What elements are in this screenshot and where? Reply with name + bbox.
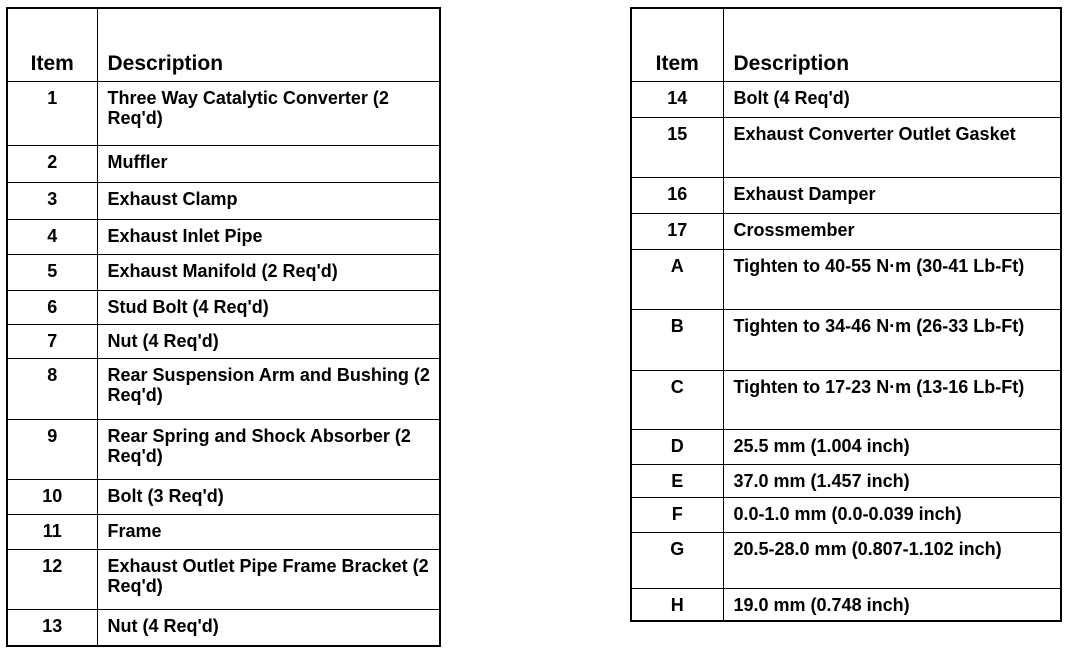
item-number: 6 (7, 290, 97, 324)
item-description: Exhaust Inlet Pipe (97, 219, 440, 254)
item-number: G (631, 532, 723, 588)
item-description: Rear Suspension Arm and Bushing (2 Req'd) (97, 358, 440, 419)
item-description: Tighten to 17-23 N·m (13-16 Lb-Ft) (723, 370, 1061, 429)
item-number: C (631, 370, 723, 429)
item-description: 20.5-28.0 mm (0.807-1.102 inch) (723, 532, 1061, 588)
table-row (631, 213, 1061, 249)
item-number: H (631, 588, 723, 621)
right-header-row (631, 8, 1061, 81)
table-row (7, 254, 440, 290)
table-row (631, 464, 1061, 497)
table-row (7, 514, 440, 549)
table-row (7, 419, 440, 479)
table-row (7, 549, 440, 609)
item-description: 19.0 mm (0.748 inch) (723, 588, 1061, 621)
item-number: E (631, 464, 723, 497)
table-row (631, 249, 1061, 309)
item-description: Bolt (4 Req'd) (723, 81, 1061, 117)
item-description: Rear Spring and Shock Absorber (2 Req'd) (97, 419, 440, 479)
table-row (7, 81, 440, 145)
item-column-header: Item (631, 8, 723, 81)
item-description: 0.0-1.0 mm (0.0-0.039 inch) (723, 497, 1061, 532)
item-description: Exhaust Outlet Pipe Frame Bracket (2 Req'd) (97, 549, 440, 609)
item-description: Tighten to 40-55 N·m (30-41 Lb-Ft) (723, 249, 1061, 309)
item-number: 16 (631, 177, 723, 213)
description-column-header: Description (723, 8, 1061, 81)
table-row (631, 497, 1061, 532)
item-description: Three Way Catalytic Converter (2 Req'd) (97, 81, 440, 145)
item-description: Stud Bolt (4 Req'd) (97, 290, 440, 324)
item-number: 13 (7, 609, 97, 646)
item-description: Exhaust Manifold (2 Req'd) (97, 254, 440, 290)
item-column-header: Item (7, 8, 97, 81)
item-description: Bolt (3 Req'd) (97, 479, 440, 514)
item-description: Exhaust Damper (723, 177, 1061, 213)
item-number: D (631, 429, 723, 464)
item-description: Exhaust Clamp (97, 182, 440, 219)
right-legend-table (630, 7, 1062, 622)
item-number: 17 (631, 213, 723, 249)
table-row (631, 588, 1061, 621)
table-row (631, 177, 1061, 213)
item-number: 12 (7, 549, 97, 609)
table-row (631, 429, 1061, 464)
item-number: 1 (7, 81, 97, 145)
item-number: 4 (7, 219, 97, 254)
item-description: Crossmember (723, 213, 1061, 249)
table-row (7, 609, 440, 646)
item-number: A (631, 249, 723, 309)
item-description: Muffler (97, 145, 440, 182)
description-column-header: Description (97, 8, 440, 81)
left-header-row (7, 8, 440, 81)
table-row (631, 117, 1061, 177)
table-row (7, 219, 440, 254)
table-row (7, 479, 440, 514)
table-row (631, 309, 1061, 370)
item-description: Nut (4 Req'd) (97, 324, 440, 358)
table-row (7, 182, 440, 219)
table-row (7, 358, 440, 419)
table-row (631, 81, 1061, 117)
item-description: 37.0 mm (1.457 inch) (723, 464, 1061, 497)
item-description: Tighten to 34-46 N·m (26-33 Lb-Ft) (723, 309, 1061, 370)
item-description: 25.5 mm (1.004 inch) (723, 429, 1061, 464)
item-number: 2 (7, 145, 97, 182)
item-number: 14 (631, 81, 723, 117)
item-description: Frame (97, 514, 440, 549)
item-number: 3 (7, 182, 97, 219)
item-number: 7 (7, 324, 97, 358)
item-description: Nut (4 Req'd) (97, 609, 440, 646)
item-number: 11 (7, 514, 97, 549)
item-description: Exhaust Converter Outlet Gasket (723, 117, 1061, 177)
table-row (631, 370, 1061, 429)
table-row (7, 145, 440, 182)
left-legend-table (6, 7, 441, 647)
item-number: B (631, 309, 723, 370)
item-number: 8 (7, 358, 97, 419)
table-row (631, 532, 1061, 588)
table-row (7, 324, 440, 358)
item-number: 10 (7, 479, 97, 514)
item-number: F (631, 497, 723, 532)
item-number: 15 (631, 117, 723, 177)
table-row (7, 290, 440, 324)
item-number: 9 (7, 419, 97, 479)
item-number: 5 (7, 254, 97, 290)
